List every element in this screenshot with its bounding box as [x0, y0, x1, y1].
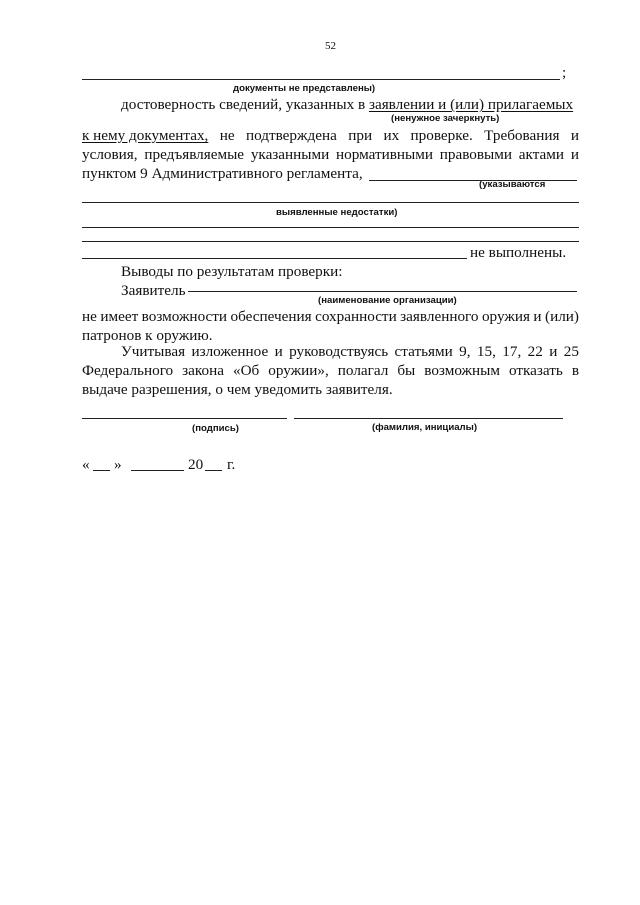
para2-line1 [82, 307, 579, 326]
date-close-quote: » [114, 456, 122, 473]
word: подтверждена [245, 127, 337, 144]
para2-line2: патронов к оружию. [82, 327, 213, 344]
word: их [383, 127, 400, 144]
word: не [82, 308, 97, 325]
word: и [570, 146, 579, 163]
word: предъявляемые [144, 146, 245, 163]
defects-blank-line-4 [82, 258, 467, 259]
date-year-suffix: г. [227, 456, 236, 473]
word: Требования [484, 127, 560, 144]
word: актами [518, 146, 565, 163]
word: (или) [545, 308, 579, 325]
date-year-blank [205, 470, 222, 471]
word: 25 [563, 343, 579, 360]
caption-documents: документы не представлены) [233, 83, 376, 94]
word: нормативными [336, 146, 433, 163]
word: не [219, 127, 235, 144]
name-blank-line [294, 418, 563, 419]
word: оружия [481, 308, 530, 325]
line1-semicolon: ; [562, 64, 567, 81]
caption-organization: (наименование организации) [318, 295, 457, 306]
caption-indicated: (указываются [479, 179, 546, 190]
word: Федерального [82, 362, 174, 379]
not-fulfilled-text: не выполнены. [470, 244, 567, 261]
date-year-prefix: 20 [188, 456, 204, 473]
applicant-blank-line [188, 291, 577, 292]
reliability-underlined: заявлении и (или) прилагаемых [368, 96, 574, 113]
word: изложенное [191, 343, 269, 360]
word: и [570, 127, 579, 144]
requirements-blank-line [369, 180, 577, 181]
word: и [549, 343, 558, 360]
word: при [348, 127, 373, 144]
date-month-blank [131, 470, 184, 471]
reliability-lead: достоверность сведений, указанных в [121, 96, 369, 113]
word: закона [182, 362, 224, 379]
word: 17, [502, 343, 522, 360]
para1-line1 [82, 126, 579, 145]
caption-signature: (подпись) [192, 423, 239, 434]
date-open-quote: « [82, 456, 90, 473]
word: 15, [476, 343, 496, 360]
word: заявленного [400, 308, 479, 325]
para3-line3: выдаче разрешения, о чем уведомить заявителя. [82, 381, 393, 398]
caption-defects: выявленные недостатки) [276, 207, 398, 218]
word: условия, [82, 146, 138, 163]
defects-blank-line-1 [82, 202, 579, 203]
word: бы [397, 362, 416, 379]
caption-surname-initials: (фамилия, инициалы) [372, 422, 478, 433]
word: и [533, 308, 542, 325]
para1-line2 [82, 145, 579, 164]
applicant-label: Заявитель [121, 282, 186, 299]
word: обеспечения [230, 308, 312, 325]
para3-line2 [82, 361, 579, 380]
word: 22 [527, 343, 543, 360]
caption-strike-unneeded: (ненужное зачеркнуть) [391, 113, 500, 124]
word: руководствуясь [289, 343, 389, 360]
word: проверке. [410, 127, 473, 144]
word: «Об [232, 362, 260, 379]
word: и [274, 343, 283, 360]
para1-line3: пунктом 9 Административного регламента, [82, 165, 363, 182]
documents-blank-line [82, 79, 560, 80]
word: сохранности [315, 308, 397, 325]
conclusions-heading: Выводы по результатам проверки: [121, 263, 343, 280]
reliability-line [121, 95, 573, 114]
defects-blank-line-3 [82, 241, 579, 242]
word: имеет [100, 308, 139, 325]
word: возможным [424, 362, 500, 379]
para3-line1 [121, 342, 579, 361]
word: правовыми [439, 146, 513, 163]
word: в [571, 362, 579, 379]
word: статьями [394, 343, 453, 360]
word: к нему документах, [82, 127, 209, 144]
word: Учитывая [121, 343, 186, 360]
date-day-blank [93, 470, 110, 471]
word: 9, [459, 343, 471, 360]
word: полагал [337, 362, 389, 379]
signature-blank-line [82, 418, 287, 419]
word: указанными [250, 146, 330, 163]
word: отказать [508, 362, 563, 379]
defects-blank-line-2 [82, 227, 579, 228]
word: оружии», [268, 362, 329, 379]
page-number: 52 [325, 40, 336, 52]
word: возможности [141, 308, 228, 325]
